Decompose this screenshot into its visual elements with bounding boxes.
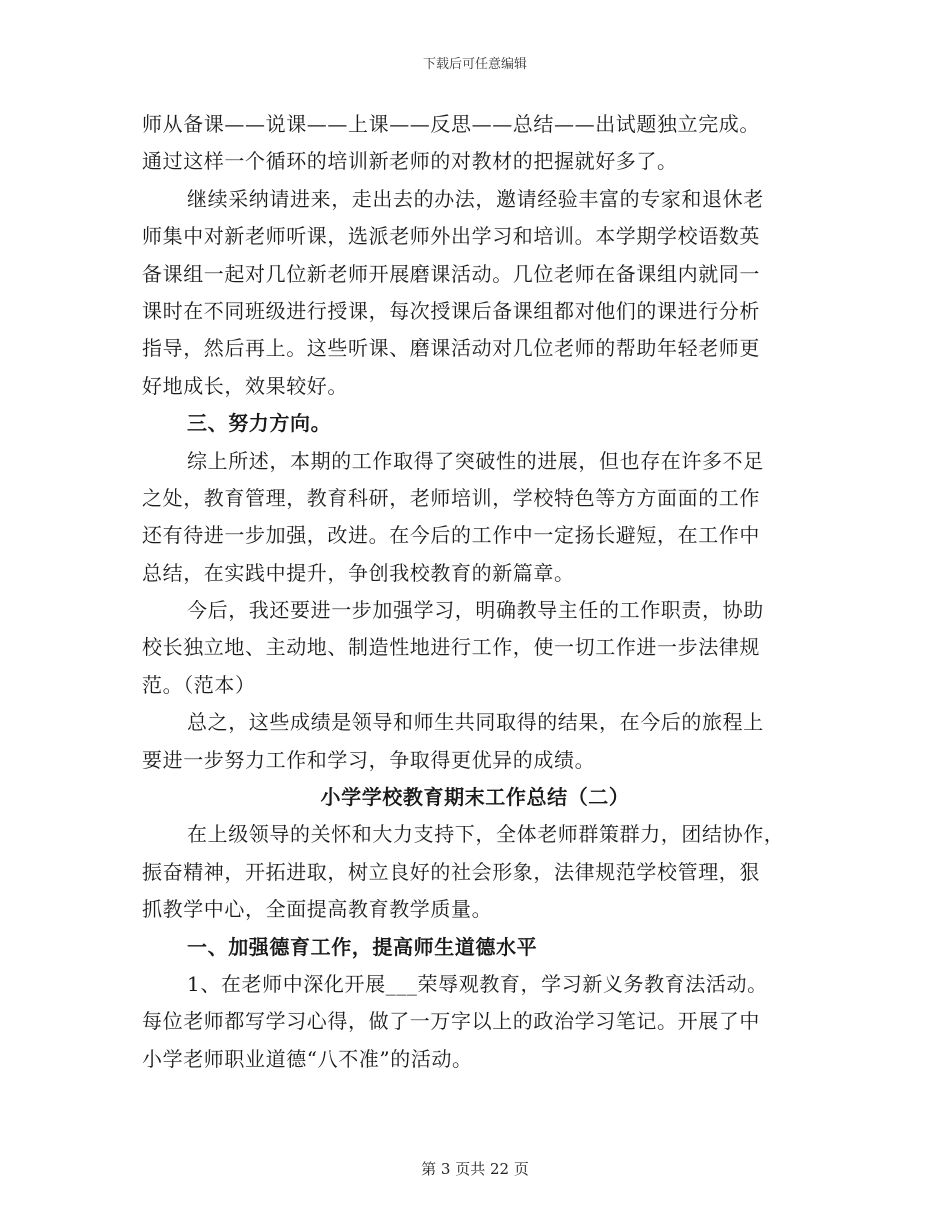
text-line: 还有待进一步加强，改进。在今后的工作中一定扬长避短，在工作中 <box>142 523 760 548</box>
text-line: 总结，在实践中提升，争创我校教育的新篇章。 <box>142 560 575 585</box>
text-line: 之处，教育管理，教育科研，老师培训，学校特色等方方面面的工作 <box>142 485 760 510</box>
text-line: 校长独立地、主动地、制造性地进行工作，使一切工作进一步法律规 <box>142 635 760 660</box>
text-line: 振奋精神，开拓进取，树立良好的社会形象，法律规范学校管理，狠 <box>142 859 760 884</box>
text-line: 抓教学中心，全面提高教育教学质量。 <box>142 897 493 922</box>
text-line: 1、在老师中深化开展___荣辱观教育，学习新义务教育法活动。 <box>187 971 768 996</box>
text-line: 要进一步努力工作和学习，争取得更优异的成绩。 <box>142 747 596 772</box>
section-heading: 小学学校教育期末工作总结（二） <box>320 785 630 810</box>
page-header: 下载后可任意编辑 <box>422 57 527 72</box>
text-line: 在上级领导的关怀和大力支持下，全体老师群策群力，团结协作， <box>187 822 785 847</box>
text-line: 师从备课——说课——上课——反思——总结——出试题独立完成。 <box>142 112 760 136</box>
text-line: 师集中对新老师听课，选派老师外出学习和培训。本学期学校语数英 <box>142 224 760 249</box>
page-footer: 第 3 页共 22 页 <box>421 1160 529 1178</box>
text-line: 今后，我还要进一步加强学习，明确教导主任的工作职责，协助 <box>187 598 764 623</box>
text-line: 每位老师都写学习心得，做了一万字以上的政治学习笔记。开展了中 <box>142 1009 760 1034</box>
section-heading: 三、努力方向。 <box>187 411 332 436</box>
text-line: 小学老师职业道德“八不准”的活动。 <box>142 1046 473 1071</box>
text-line: 综上所述，本期的工作取得了突破性的进展，但也存在许多不足 <box>187 448 764 473</box>
text-line: 继续采纳请进来，走出去的办法，邀请经验丰富的专家和退休老 <box>187 186 764 211</box>
text-line: 好地成长，效果较好。 <box>142 373 348 398</box>
text-line: 指导，然后再上。这些听课、磨课活动对几位老师的帮助年轻老师更 <box>142 336 760 361</box>
text-line: 范。（范本） <box>142 672 256 697</box>
text-line: 通过这样一个循环的培训新老师的对教材的把握就好多了。 <box>142 149 678 174</box>
text-line: 备课组一起对几位新老师开展磨课活动。几位老师在备课组内就同一 <box>142 261 760 286</box>
document-body <box>142 106 808 1078</box>
section-heading: 一、加强德育工作，提高师生道德水平 <box>187 934 538 959</box>
text-line: 课时在不同班级进行授课，每次授课后备课组都对他们的课进行分析 <box>142 298 760 323</box>
text-line: 总之，这些成绩是领导和师生共同取得的结果，在今后的旅程上 <box>187 710 764 735</box>
